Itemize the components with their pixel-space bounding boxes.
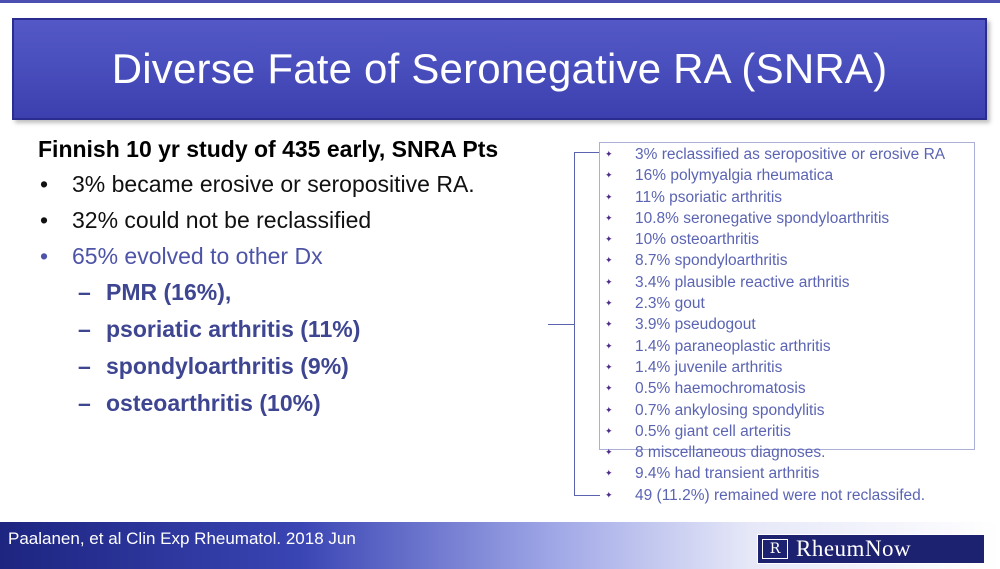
diamond-star-icon: ✦ bbox=[605, 404, 613, 415]
sub-bullet-text: osteoarthritis (10%) bbox=[106, 390, 321, 416]
diamond-star-icon: ✦ bbox=[605, 255, 613, 266]
diagnosis-text: 0.7% ankylosing spondylitis bbox=[635, 401, 825, 419]
diagnosis-text: 16% polymyalgia rheumatica bbox=[635, 167, 834, 185]
summary-bullets bbox=[38, 169, 578, 272]
diagnosis-item bbox=[603, 144, 993, 165]
diagnosis-text: 0.5% giant cell arteritis bbox=[635, 422, 791, 440]
diamond-star-icon: ✦ bbox=[605, 383, 613, 394]
citation: Paalanen, et al Clin Exp Rheumatol. 2018 Jun bbox=[8, 529, 356, 548]
diagnosis-text: 11% psoriatic arthritis bbox=[635, 188, 783, 206]
diagnosis-item bbox=[603, 208, 993, 229]
diamond-star-icon: ✦ bbox=[605, 170, 613, 181]
dash-icon: – bbox=[78, 316, 91, 342]
diamond-star-icon: ✦ bbox=[605, 340, 613, 351]
diagnosis-item bbox=[603, 187, 993, 208]
diagnosis-item bbox=[603, 293, 993, 314]
sub-bullet-text: PMR (16%), bbox=[106, 279, 232, 305]
diagnosis-item bbox=[603, 378, 993, 399]
diagnosis-list bbox=[603, 144, 993, 506]
bullet-text: 3% became erosive or seropositive RA. bbox=[72, 171, 475, 197]
diagnosis-text: 10% osteoarthritis bbox=[635, 231, 760, 249]
dash-icon: – bbox=[78, 390, 91, 416]
diamond-star-icon: ✦ bbox=[605, 276, 613, 287]
diagnosis-item bbox=[603, 463, 993, 484]
diagnosis-item bbox=[603, 314, 993, 335]
diamond-star-icon: ✦ bbox=[605, 298, 613, 309]
title-banner bbox=[12, 18, 987, 120]
top-rule bbox=[0, 0, 1000, 3]
diagnosis-item bbox=[603, 165, 993, 186]
diagnosis-text: 1.4% juvenile arthritis bbox=[635, 358, 783, 376]
bullet-icon: • bbox=[40, 207, 49, 233]
sub-bullets bbox=[38, 277, 578, 418]
diagnosis-text: 1.4% paraneoplastic arthritis bbox=[635, 337, 831, 355]
sub-bullet-item bbox=[38, 314, 578, 344]
diagnosis-item bbox=[603, 485, 993, 506]
diagnosis-text: 0.5% haemochromatosis bbox=[635, 380, 806, 398]
bracket-bottom-line bbox=[574, 495, 600, 496]
diagnosis-text: 2.3% gout bbox=[635, 295, 705, 313]
diagnosis-text: 3% reclassified as seropositive or erosive RA bbox=[635, 146, 946, 163]
diamond-star-icon: ✦ bbox=[605, 234, 613, 245]
bracket-top-line bbox=[574, 152, 600, 153]
bullet-item bbox=[38, 169, 578, 200]
bullet-icon: • bbox=[40, 243, 49, 269]
diamond-star-icon: ✦ bbox=[605, 319, 613, 330]
diagnosis-item bbox=[603, 272, 993, 293]
diagnosis-text: 49 (11.2%) remained were not reclassifed. bbox=[635, 486, 926, 504]
diagnosis-item bbox=[603, 250, 993, 271]
diamond-star-icon: ✦ bbox=[605, 191, 613, 202]
diagnosis-text: 3.4% plausible reactive arthritis bbox=[635, 273, 850, 291]
dash-icon: – bbox=[78, 353, 91, 379]
bracket-middle-line bbox=[548, 324, 574, 325]
diagnosis-text: 10.8% seronegative spondyloarthritis bbox=[635, 209, 890, 227]
sub-bullet-item bbox=[38, 388, 578, 418]
bullet-text: 32% could not be reclassified bbox=[72, 207, 372, 233]
diagnosis-item bbox=[603, 357, 993, 378]
diagnosis-text: 8.7% spondyloarthritis bbox=[635, 252, 788, 270]
logo-mark-icon: R bbox=[762, 539, 788, 559]
bullet-item bbox=[38, 205, 578, 236]
study-heading: Finnish 10 yr study of 435 early, SNRA Pts bbox=[38, 136, 499, 162]
diagnosis-item bbox=[603, 421, 993, 442]
bullet-text: 65% evolved to other Dx bbox=[72, 243, 323, 269]
sub-bullet-text: spondyloarthritis (9%) bbox=[106, 353, 349, 379]
diamond-star-icon: ✦ bbox=[605, 425, 613, 436]
diagnosis-item bbox=[603, 400, 993, 421]
diagnosis-text: 9.4% had transient arthritis bbox=[635, 465, 820, 483]
dash-icon: – bbox=[78, 279, 91, 305]
bullet-icon: • bbox=[40, 171, 49, 197]
sub-bullet-item bbox=[38, 277, 578, 307]
sub-bullet-text: psoriatic arthritis (11%) bbox=[106, 316, 361, 342]
diamond-star-icon: ✦ bbox=[605, 489, 613, 500]
diagnosis-text: 3.9% pseudogout bbox=[635, 316, 756, 334]
diagnosis-item bbox=[603, 336, 993, 357]
sub-bullet-item bbox=[38, 351, 578, 381]
rheumnow-logo bbox=[757, 534, 985, 564]
diamond-star-icon: ✦ bbox=[605, 447, 613, 458]
diamond-star-icon: ✦ bbox=[605, 361, 613, 372]
logo-wordmark: RheumNow bbox=[796, 536, 912, 561]
diamond-star-icon: ✦ bbox=[605, 149, 613, 159]
slide-title: Diverse Fate of Seronegative RA (SNRA) bbox=[111, 45, 888, 92]
bracket-vertical-line bbox=[574, 152, 575, 496]
bracket-connector bbox=[548, 152, 600, 497]
diagnosis-item bbox=[603, 442, 993, 463]
diamond-star-icon: ✦ bbox=[605, 212, 613, 223]
diamond-star-icon: ✦ bbox=[605, 468, 613, 479]
summary-column bbox=[38, 136, 578, 425]
diagnosis-text: 8 miscellaneous diagnoses. bbox=[635, 444, 826, 462]
bullet-item bbox=[38, 241, 578, 272]
diagnosis-item bbox=[603, 229, 993, 250]
